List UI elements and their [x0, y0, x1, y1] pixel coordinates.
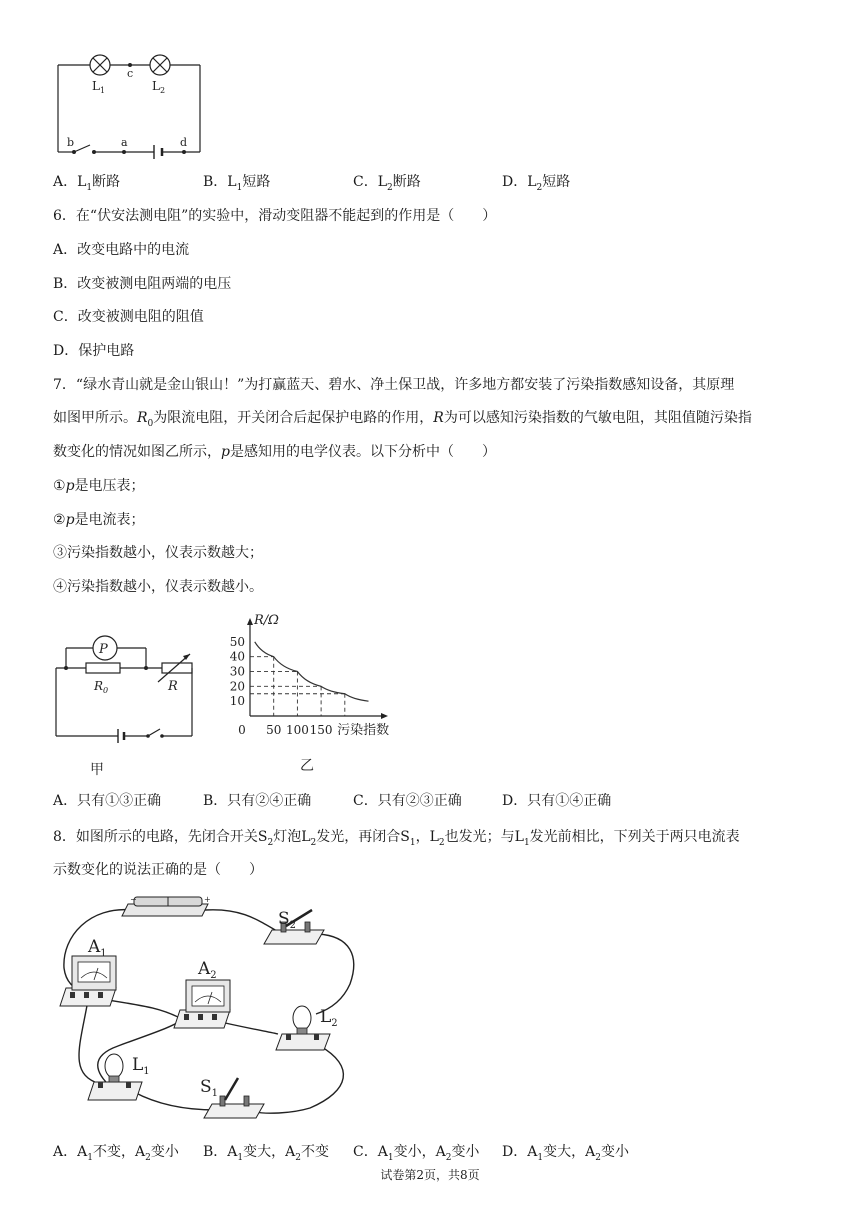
chart-x-tick-1: 50	[266, 723, 282, 737]
q8-option-d[interactable]: D．$A_1$变大，$A_2$变小	[502, 1144, 629, 1163]
q8-fig-label-s2: $S_2$	[278, 909, 297, 931]
q7-figure-jia	[50, 628, 200, 778]
chart-x-tick-3: 150	[309, 723, 333, 737]
q5-circuit-diagram	[50, 48, 250, 168]
chart-y-tick-1: 20	[229, 679, 245, 694]
q5-label-d: d	[180, 136, 188, 149]
q8-circuit-illustration	[50, 896, 370, 1121]
q5-label-l1: $L_1$	[92, 79, 106, 95]
q7-option-a[interactable]: A．只有①③正确	[53, 793, 162, 809]
q8-option-b[interactable]: B．$A_1$变大，$A_2$不变	[203, 1144, 330, 1163]
q7-stem-line3: 数变化的情况如图乙所示，p是感知用的电学仪表。以下分析中（ ）	[53, 444, 496, 460]
q7-figure-yi-chart	[220, 612, 410, 772]
q8-stem-line2: 示数变化的说法正确的是（ ）	[53, 862, 263, 878]
q7-jia-r-label: R	[168, 679, 178, 694]
q8-stem-line1: 8．如图所示的电路，先闭合开关$S_2$灯泡$L_2$发光，再闭合$S_1$，$L_2$也发光；与$L_1$发光前相比，下列关于两只电流表	[53, 829, 740, 848]
chart-y-axis-arrow	[247, 618, 253, 625]
chart-y-axis-label: R/Ω	[254, 613, 279, 628]
q7-yi-caption: 乙	[300, 758, 314, 774]
page-footer: 试卷第2页，共8页	[380, 1168, 480, 1182]
q6-option-d[interactable]: D．保护电路	[53, 343, 135, 359]
q7-jia-r0-label: $R_0$	[94, 679, 109, 695]
q7-option-b[interactable]: B．只有②④正确	[203, 793, 312, 809]
q5-option-b[interactable]: B．$L_1$短路	[203, 174, 271, 193]
q6-option-c[interactable]: C．改变被测电阻的阻值	[53, 309, 204, 325]
q8-fig-label-l1: $L_1$	[132, 1055, 150, 1077]
q5-label-b: b	[67, 136, 75, 149]
q8-fig-label-s1: $S_1$	[200, 1077, 219, 1099]
q7-statement-1: ①p是电压表；	[53, 478, 145, 494]
q6-stem: 6．在“伏安法测电阻”的实验中，滑动变阻器不能起到的作用是（ ）	[53, 208, 497, 224]
q7-jia-caption: 甲	[90, 762, 104, 778]
q6-option-a[interactable]: A．改变电路中的电流	[53, 242, 190, 258]
chart-y-tick-2: 30	[229, 664, 245, 679]
ammeter-a2-illustration	[174, 980, 230, 1028]
svg-text:+: +	[204, 895, 211, 904]
q5-label-a: a	[121, 136, 128, 149]
battery-pack	[122, 895, 211, 916]
q7-statement-4: ④污染指数越小，仪表示数越小。	[53, 579, 263, 595]
chart-y-tick-3: 40	[229, 649, 245, 664]
q5-label-c: c	[127, 67, 134, 80]
q7-statement-3: ③污染指数越小，仪表示数越大；	[53, 545, 263, 561]
q5-option-c[interactable]: C．$L_2$断路	[353, 174, 421, 193]
q8-option-c[interactable]: C．$A_1$变小，$A_2$变小	[353, 1144, 480, 1163]
chart-x-axis-arrow	[381, 713, 388, 719]
q6-option-b[interactable]: B．改变被测电阻两端的电压	[53, 276, 232, 292]
q7-option-c[interactable]: C．只有②③正确	[353, 793, 462, 809]
chart-x-tick-2: 100	[285, 723, 309, 737]
q7-option-d[interactable]: D．只有①④正确	[502, 793, 612, 809]
q8-fig-label-a1: $A_1$	[88, 937, 107, 959]
q5-option-a[interactable]: A．$L_1$断路	[53, 174, 121, 193]
chart-y-tick-4: 50	[229, 634, 245, 649]
q7-stem-line2: 如图甲所示。$R_0$为限流电阻，开关闭合后起保护电路的作用，R为可以感知污染指数的气敏电阻，其阻值随污染指	[53, 410, 752, 429]
q7-statement-2: ②p是电流表；	[53, 512, 145, 528]
svg-text:−: −	[130, 895, 137, 904]
q8-fig-label-a2: $A_2$	[198, 959, 217, 981]
q8-fig-label-l2: $L_2$	[320, 1007, 338, 1029]
chart-x-axis-label: 污染指数	[337, 723, 390, 738]
chart-x-tick-0: 0	[238, 723, 246, 737]
chart-y-tick-0: 10	[229, 694, 245, 709]
q5-option-d[interactable]: D．$L_2$短路	[502, 174, 571, 193]
q5-label-l2: $L_2$	[152, 79, 166, 95]
q7-jia-meter-label: P	[99, 642, 108, 657]
q8-option-a[interactable]: A．$A_1$不变，$A_2$变小	[53, 1144, 179, 1163]
q7-stem-line1: 7．“绿水青山就是金山银山！”为打赢蓝天、碧水、净土保卫战，许多地方都安装了污染指数感知设备，其原理	[53, 377, 735, 393]
